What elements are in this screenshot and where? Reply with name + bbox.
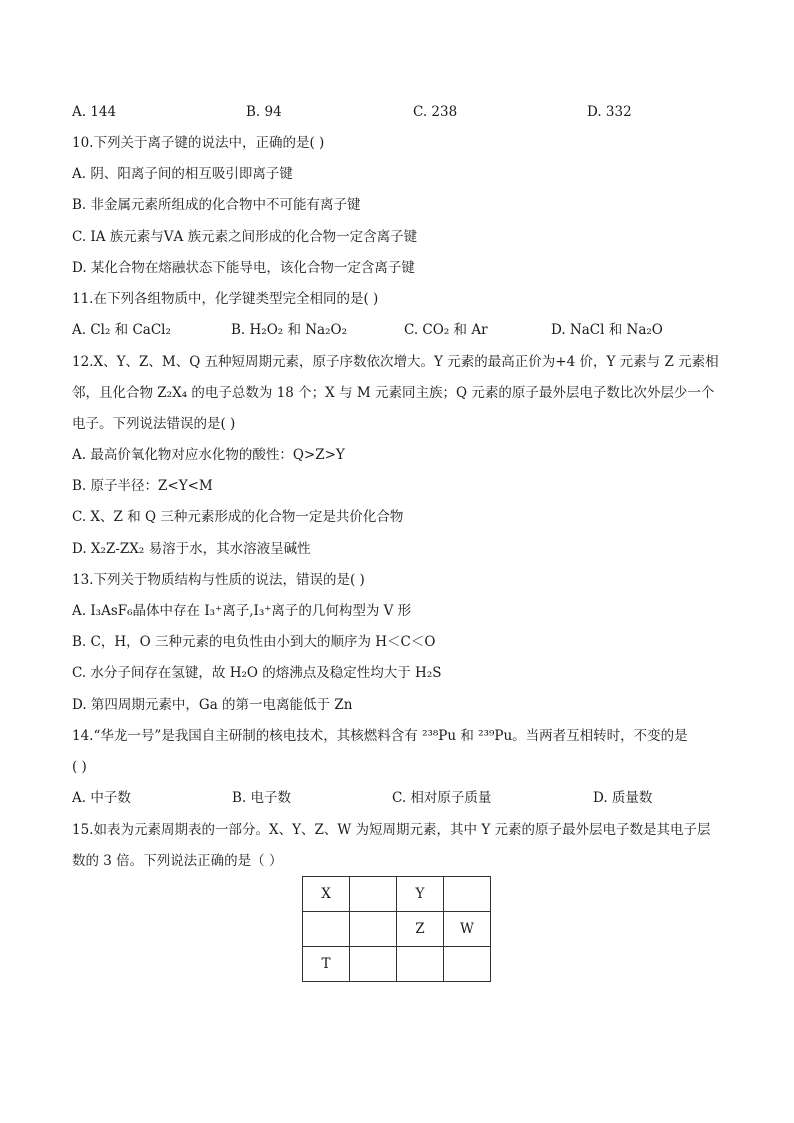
q10-option-a: A. 阴、阳离子间的相互吸引即离子键 [72,166,293,182]
q10-stem: 10.下列关于离子键的说法中，正确的是( ) [72,135,325,151]
q10-option-c: C. ⅠA 族元素与ⅤA 族元素之间形成的化合物一定含离子键 [72,229,418,245]
table-cell: Z [397,912,444,947]
q13-option-b: B. C，H，O 三种元素的电负性由小到大的顺序为 H＜C＜O [72,634,436,650]
q15-stem-line-1: 15.如表为元素周期表的一部分。X、Y、Z、W 为短周期元素，其中 Y 元素的原子最外层电子数是其电子层 [72,822,711,838]
q10-option-d: D. 某化合物在熔融状态下能导电，该化合物一定含离子键 [72,260,415,276]
table-cell [350,877,397,912]
q11-stem: 11.在下列各组物质中，化学键类型完全相同的是( ) [72,291,379,307]
q12-stem-line-3: 电子。下列说法错误的是( ) [72,416,236,432]
table-cell: X [303,877,350,912]
q10-option-b: B. 非金属元素所组成的化合物中不可能有离子键 [72,197,361,213]
table-row [303,877,491,912]
q14-option-a: A. 中子数 [72,790,131,806]
q11-option-d: D. NaCl 和 Na₂O [551,322,663,338]
periodic-table-fragment [302,876,491,982]
q9-option-d: D. 332 [587,104,632,120]
table-cell: Y [397,877,444,912]
q13-option-d: D. 第四周期元素中，Ga 的第一电离能低于 Zn [72,697,353,713]
q14-paren: ( ) [72,759,87,775]
q14-stem: 14.“华龙一号”是我国自主研制的核电技术，其核燃料含有 ²³⁸Pu 和 ²³⁹Pu。当两者互相转时，不变的是 [72,728,688,744]
q13-option-a: A. I₃AsF₆晶体中存在 I₃⁺离子,I₃⁺离子的几何构型为 V 形 [72,603,412,619]
table-cell [444,947,491,982]
q12-option-d: D. X₂Z-ZX₂ 易溶于水，其水溶液呈碱性 [72,541,311,557]
q14-option-d: D. 质量数 [593,790,653,806]
q11-option-b: B. H₂O₂ 和 Na₂O₂ [231,322,348,338]
q9-option-a: A. 144 [72,104,117,120]
q11-option-c: C. CO₂ 和 Ar [404,322,488,338]
table-cell: W [444,912,491,947]
q12-stem-line-2: 邻，且化合物 Z₂X₄ 的电子总数为 18 个；X 与 M 元素同主族；Q 元素的原子最外层电子数比次外层少一个 [72,385,715,401]
table-cell [350,912,397,947]
table-cell: T [303,947,350,982]
table-row [303,912,491,947]
table-cell [397,947,444,982]
q13-option-c: C. 水分子间存在氢键，故 H₂O 的熔沸点及稳定性均大于 H₂S [72,665,442,681]
q13-stem: 13.下列关于物质结构与性质的说法，错误的是( ) [72,572,365,588]
q12-option-a: A. 最高价氧化物对应水化物的酸性：Q>Z>Y [72,447,345,463]
q11-option-a: A. Cl₂ 和 CaCl₂ [72,322,171,338]
q9-option-c: C. 238 [413,104,458,120]
table-row [303,947,491,982]
q14-option-b: B. 电子数 [232,790,292,806]
q12-option-c: C. X、Z 和 Q 三种元素形成的化合物一定是共价化合物 [72,509,404,525]
q9-option-b: B. 94 [246,104,282,120]
q15-stem-line-2: 数的 3 倍。下列说法正确的是（ ） [72,853,283,869]
table-cell [303,912,350,947]
q14-option-c: C. 相对原子质量 [392,790,492,806]
table-cell [350,947,397,982]
table-cell [444,877,491,912]
q12-stem-line-1: 12.X、Y、Z、M、Q 五种短周期元素，原子序数依次增大。Y 元素的最高正价为+4 价，Y 元素与 Z 元素相 [72,354,719,370]
q12-option-b: B. 原子半径：Z<Y<M [72,478,213,494]
